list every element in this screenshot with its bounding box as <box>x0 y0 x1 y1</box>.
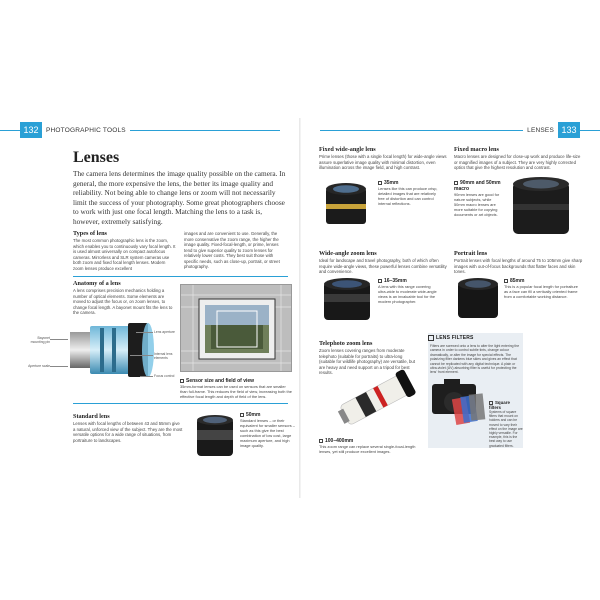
left-page-header <box>0 122 300 138</box>
wide-zoom-section <box>319 250 447 275</box>
section-name-left: PHOTOGRAPHIC TOOLS <box>46 126 126 134</box>
sensor-caption <box>180 378 292 399</box>
telephoto-lens-image <box>334 368 418 428</box>
portrait-cap-text: This is a popular focal length for portraiture as a face can fill a vertically oriented frame from a comfortable working distance. <box>504 284 578 299</box>
standard-text: Lenses with focal lengths of between 43 and 55mm give a natural, unforced view of the subject. They are the most versatile options for a wide range of situations, from portraiture to landscapes. <box>73 421 183 443</box>
sensor-size-photo <box>180 284 292 372</box>
wide-zoom-heading: Wide-angle zoom lens <box>319 250 377 257</box>
types-col2: images and are convenient to use. Generally, the more conservative the zoom range, the higher the image quality. Fixed-focal-length, or prime, lenses tend to give superior quality to zoom lenses for relatively lower costs. They best suit those with specific needs, such as close-up, portrait, or street photography. <box>184 231 280 269</box>
label-bayonet: Bayonet mounting pin <box>30 336 50 344</box>
fixed-wide-section <box>319 146 447 171</box>
lens-filters-text: Filters are screwed onto a lens to alter the light entering the camera in order to control subtle tints, change colour dramatically, or alter the image for special effects. The polarizing filter darkens blue skies and gives an effect that cannot be replicated with any digital technique. A plain or ultra-violet (UV) absorbing filter is useful for protecting the lens' front element. <box>430 344 520 375</box>
caption-square-icon <box>378 181 382 185</box>
fifty-caption <box>240 412 295 448</box>
fifty-text: Standard lenses – or their equivalent for smaller sensors – such as this give the best combination of low cost, large maximum aperture, and high image quality. <box>240 418 295 448</box>
fixed-wide-cap-heading: 35mm <box>384 180 399 186</box>
sensor-text: 35mm-format lenses can be used on sensors that are smaller than full-frame. This reduces the field of view, increasing both the effective focal length and depth of field of the lens. <box>180 384 292 399</box>
standard-lens-image <box>193 412 237 462</box>
types-col1: The most common photographic lens is the zoom, which enables you to continuously vary focal length. It is used almost universally on compact autofocus cameras. Mirrorless and SLR system cameras use both zoom and fixed focal length lenses. Modern zoom lenses produce excellent <box>73 238 176 271</box>
header-rule-right <box>580 130 600 131</box>
fixed-wide-lens-image <box>318 180 376 230</box>
label-internal: Internal lens elements <box>154 352 173 360</box>
leader-focus <box>140 376 153 377</box>
label-focus: Focus control <box>154 374 175 378</box>
telephoto-cap-heading: 100–400mm <box>325 438 354 444</box>
label-lens-aperture: Lens aperture <box>154 330 175 334</box>
caption-square-icon <box>319 439 323 443</box>
lens-filters-header <box>428 333 523 342</box>
page-title: Lenses <box>73 149 120 166</box>
telephoto-caption <box>319 438 419 454</box>
lens-filters-square-icon <box>428 335 434 341</box>
lens-cutaway-diagram <box>60 318 160 383</box>
page-number-left: 132 <box>20 122 42 138</box>
caption-square-icon <box>378 279 382 283</box>
page-gutter <box>299 118 301 498</box>
telephoto-cap-text: This zoom range can replace several single-focal-length lenses, yet still produce excellent images. <box>319 444 416 454</box>
caption-square-icon <box>180 379 184 383</box>
intro-text: The camera lens determines the image quality possible on the camera. In general, the more expensive the lens, the better its image quality and reliability. Not being able to change lens or zoom will not necessarily limit the success of your photography. Some great photographers choose to work with just one focal length. Matching the lens to a task is, however, extremely satisfying. <box>73 169 286 226</box>
fixed-wide-cap-text: Lenses like this can produce crisp, detailed images that are relatively free of distortion and can control internal reflections. <box>378 186 438 206</box>
telephoto-heading: Telephoto zoom lens <box>319 340 373 347</box>
sensor-photo-art <box>181 285 292 372</box>
standard-heading: Standard lens <box>73 413 110 420</box>
wide-zoom-text: Ideal for landscape and travel photography, both of which often require wide-angle views, these powerful lenses combine versatility and convenience. <box>319 258 447 274</box>
filters-cap-text: Systems of square filters that mount on holders and can be moved to vary their effect on the image are highly versatile. For example, this is the best way to use graduated filters. <box>489 410 523 448</box>
telephoto-text: Zoom lenses covering ranges from moderate telephoto (suitable for portraits) to ultra-long (suitable for wildlife photography) are versatile, but are heavy and need support on a tripod for best results. <box>319 348 416 375</box>
anatomy-section <box>73 280 178 316</box>
fixed-wide-text: Prime lenses (those with a single focal length) for wide-angle views assure superlative image quality with minimal distortion, even illumination across the image field, and high contrast. <box>319 154 447 170</box>
fixed-wide-caption <box>378 180 438 206</box>
fixed-macro-cap-heading: 90mm and 50mm macro <box>454 180 501 192</box>
fixed-macro-cap-text: 90mm lenses are good for nature subjects, while 50mm macro lenses are more suitable for copying documents or art objects. <box>454 192 500 217</box>
page-number-right: 133 <box>558 122 580 138</box>
section-rule <box>73 276 288 277</box>
anatomy-heading: Anatomy of a lens <box>73 280 121 287</box>
leader-lens-aperture <box>136 332 153 333</box>
wide-zoom-lens-image <box>318 276 376 324</box>
wide-zoom-caption <box>378 278 438 304</box>
caption-square-icon <box>240 413 244 417</box>
header-line-left <box>130 130 280 131</box>
section-name-right: LENSES <box>527 126 554 134</box>
header-rule-left <box>0 130 20 131</box>
portrait-section <box>454 250 584 275</box>
fixed-macro-caption <box>454 180 502 217</box>
caption-square-icon <box>454 181 458 185</box>
leader-bayonet <box>50 339 68 340</box>
anatomy-text: A lens comprises precision mechanics holding a number of optical elements. Some elements are moved to adjust the focus or, on zoom lenses, to change focal length. A bayonet mount fits the lens to the camera. <box>73 288 173 315</box>
fixed-macro-text: Macro lenses are designed for close-up work and produce life-size or magnified images of a subject. They are very highly corrected optics that give the highest resolution and contrast. <box>454 154 581 170</box>
caption-square-icon <box>504 279 508 283</box>
portrait-text: Portrait lenses with focal lengths of around 75 to 105mm give sharp images with out-of-focus backgrounds that flatter faces and skin tones. <box>454 258 583 274</box>
types-heading: Types of lens <box>73 230 107 237</box>
right-page-header <box>300 122 600 138</box>
filters-cap-heading: Square filters <box>489 400 510 410</box>
leader-aperture-scale <box>50 366 68 367</box>
portrait-cap-heading: 85mm <box>510 278 525 284</box>
lens-filters-heading: LENS FILTERS <box>436 334 474 341</box>
fixed-macro-heading: Fixed macro lens <box>454 146 499 153</box>
wide-zoom-cap-text: A lens with this range covering ultra-wide to moderate wide-angle views is an invaluable tool for the modern photographer. <box>378 284 437 304</box>
section-rule-2 <box>73 403 288 404</box>
portrait-lens-image <box>454 276 502 324</box>
header-line-right <box>320 130 523 131</box>
filters-caption <box>489 400 523 448</box>
label-aperture-scale: Aperture scale <box>28 364 50 368</box>
types-of-lens-section <box>73 230 288 271</box>
fixed-wide-heading: Fixed wide-angle lens <box>319 146 376 153</box>
standard-lens-section <box>73 413 183 443</box>
wide-zoom-cap-heading: 16–35mm <box>384 278 407 284</box>
sensor-heading: Sensor size and field of view <box>186 378 255 384</box>
portrait-heading: Portrait lens <box>454 250 488 257</box>
fixed-macro-section <box>454 146 584 171</box>
fixed-macro-lens-image <box>505 176 577 238</box>
fifty-heading: 50mm <box>246 412 261 418</box>
portrait-caption <box>504 278 578 299</box>
leader-internal <box>130 355 153 356</box>
filter-camera-image <box>430 376 488 434</box>
